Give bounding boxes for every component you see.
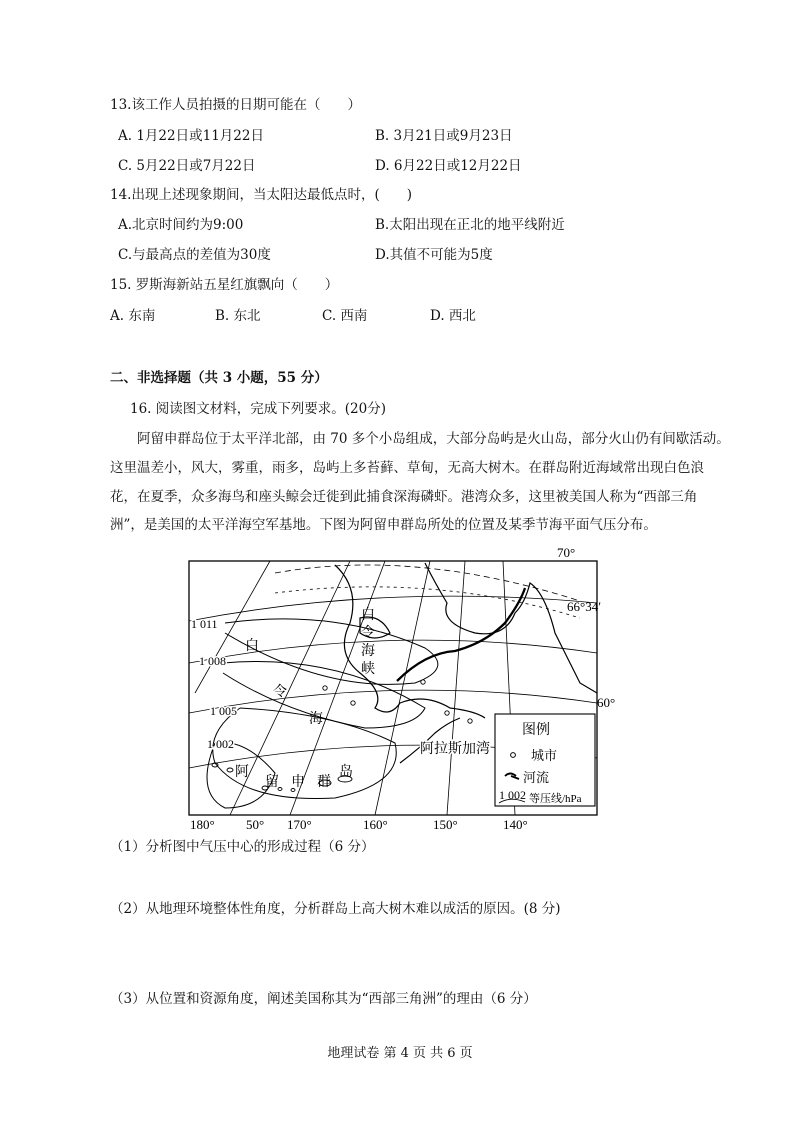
q16-sub3: （3）从位置和资源角度，阐述美国称其为“西部三角洲”的理由（6 分） xyxy=(110,991,537,1007)
q13-stem: 13.该工作人员拍摄的日期可能在（ ） xyxy=(110,97,361,113)
map-legend xyxy=(495,714,595,806)
q15-option-d: D. 西北 xyxy=(430,308,476,324)
q15-option-c: C. 西南 xyxy=(322,308,368,324)
islands-char-2: 留 xyxy=(265,775,279,790)
label-lat-50: 50° xyxy=(246,817,265,832)
legend-city-label: 城市 xyxy=(531,748,558,763)
label-lon-160: 160° xyxy=(363,817,388,832)
strait-char-4: 峡 xyxy=(361,662,375,677)
section-title: 二、非选择题（共 3 小题，55 分） xyxy=(110,370,328,386)
q13-option-a: A. 1月22日或11月22日 xyxy=(118,128,264,144)
strait-char-3: 海 xyxy=(361,644,375,659)
isobar-label-1005: 1 005 xyxy=(210,704,237,718)
label-lat-70: 70° xyxy=(557,545,576,560)
label-lon-180: 180° xyxy=(190,817,215,832)
legend-title: 图例 xyxy=(522,723,550,738)
q13-option-d: D. 6月22日或12月22日 xyxy=(375,158,522,174)
aleutian-map-figure xyxy=(185,543,615,833)
q14-option-d: D.其值不可能为5度 xyxy=(375,247,493,263)
sea-char-3: 海 xyxy=(309,712,323,727)
q13-option-b: B. 3月21日或9月23日 xyxy=(375,128,513,144)
q16-stem: 16. 阅读图文材料，完成下列要求。(20分) xyxy=(130,401,386,417)
sea-char-1: 白 xyxy=(245,639,259,654)
q15-stem: 15. 罗斯海新站五星红旗飘向（ ） xyxy=(110,277,339,293)
islands-char-5: 岛 xyxy=(339,765,353,780)
gulf-label: 阿拉斯加湾 xyxy=(420,742,490,757)
strait-char-1: 白 xyxy=(361,608,375,623)
isobar-label-1008: 1 008 xyxy=(199,654,226,668)
label-lat-60: 60° xyxy=(597,695,615,710)
isobar-label-1002: 1 002 xyxy=(207,737,234,751)
q16-sub2: （2）从地理环境整体性角度，分析群岛上高大树木难以成活的原因。(8 分) xyxy=(110,901,561,917)
islands-char-4: 群 xyxy=(317,775,331,790)
legend-river-label: 河流 xyxy=(523,770,550,785)
label-lon-140: 140° xyxy=(503,817,528,832)
q14-option-b: B.太阳出现在正北的地平线附近 xyxy=(375,217,565,233)
legend-isobar-label: 等压线/hPa xyxy=(529,793,582,805)
q16-material-paragraph: 阿留申群岛位于太平洋北部，由 70 多个小岛组成，大部分岛屿是火山岛，部分火山仍有间歇活动。这里温差小，风大，雾重，雨多，岛屿上多苔藓、草甸，无高大树木。在群岛附近海域常出现白色浪花，在夏季，众多海鸟和座头鲸会迁徙到此捕食深海磷虾。港湾众多，这里被美国人称为“西部三角洲”，是美国的太平洋海空军基地。下图为阿留申群岛所处的位置及某季节海平面气压分布。 xyxy=(110,431,730,534)
q16-sub1: （1）分析图中气压中心的形成过程（6 分） xyxy=(110,839,375,855)
q13-option-c: C. 5月22日或7月22日 xyxy=(118,158,256,174)
q14-option-c: C.与最高点的差值为30度 xyxy=(118,247,271,263)
page-footer: 地理试卷 第 4 页 共 6 页 xyxy=(327,1046,473,1061)
label-lat-arctic-circle: 66°34′ xyxy=(567,599,602,614)
q15-option-b: B. 东北 xyxy=(215,308,261,324)
isobar-label-1011: 1 011 xyxy=(191,617,218,631)
legend-isobar-sample: 1 002 xyxy=(499,788,526,802)
strait-char-2: 令 xyxy=(361,626,375,641)
q14-stem: 14.出现上述现象期间，当太阳达最低点时，( ) xyxy=(110,187,413,203)
islands-char-3: 申 xyxy=(291,775,305,790)
label-lon-170: 170° xyxy=(287,817,312,832)
sea-char-2: 令 xyxy=(273,685,287,700)
islands-char-1: 阿 xyxy=(235,765,249,780)
legend-city-icon xyxy=(511,753,516,758)
q14-option-a: A.北京时间约为9:00 xyxy=(118,217,244,233)
label-lon-150: 150° xyxy=(433,817,458,832)
q15-option-a: A. 东南 xyxy=(110,308,156,324)
